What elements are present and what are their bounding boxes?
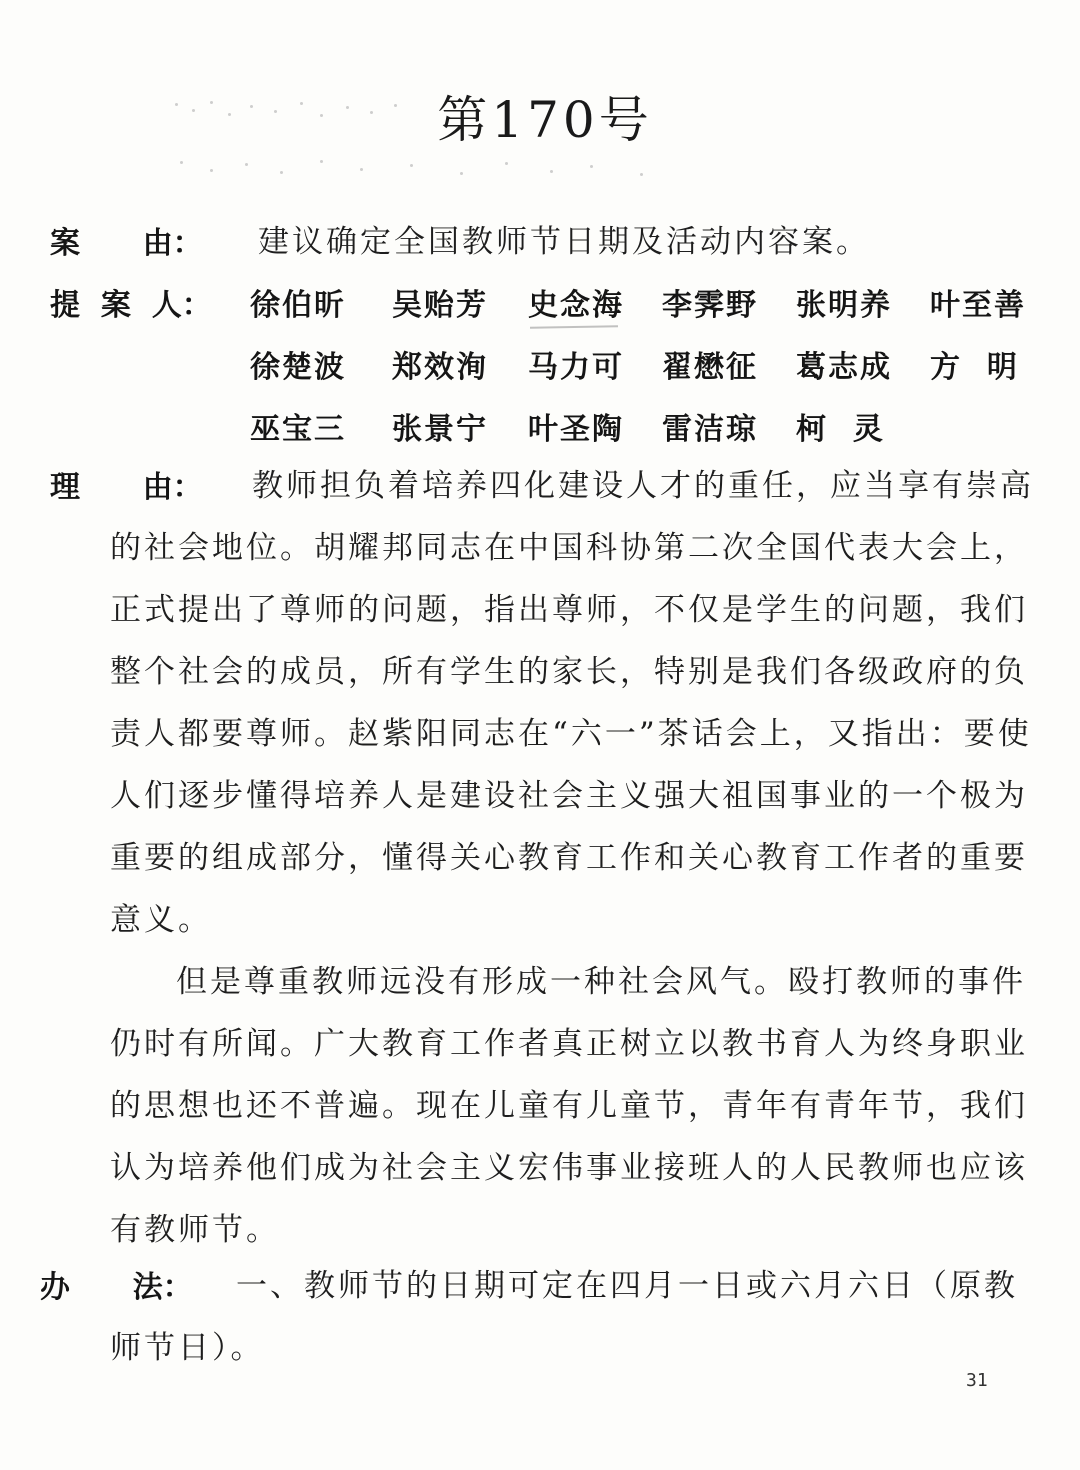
proposer-name: 徐楚波: [250, 350, 346, 385]
proposer-name: 张景宁: [392, 412, 488, 447]
proposers-label: 提 案 人：: [50, 288, 212, 323]
proposer-name: 张明养: [796, 288, 892, 323]
reason-line: 意义。: [110, 902, 212, 938]
proposer-name: 叶至善: [930, 288, 1026, 323]
proposer-name: 巫宝三: [250, 412, 346, 447]
reason-line: 但是尊重教师远没有形成一种社会风气。殴打教师的事件: [176, 964, 1026, 1000]
reason-line: 责人都要尊师。赵紫阳同志在“六一”茶话会上，又指出：要使: [110, 716, 1032, 752]
proposer-name: 柯 灵: [796, 412, 885, 447]
reason-line: 正式提出了尊师的问题，指出尊师，不仅是学生的问题，我们: [110, 592, 1028, 628]
proposer-name: 吴贻芳: [392, 288, 488, 323]
case-text: 建议确定全国教师节日期及活动内容案。: [258, 224, 870, 260]
reason-label: 理 由：: [50, 470, 203, 505]
reason-line: 人们逐步懂得培养人是建设社会主义强大祖国事业的一个极为: [110, 778, 1028, 814]
method-line: 一、教师节的日期可定在四月一日或六月六日（原教: [236, 1268, 1018, 1304]
reason-line: 仍时有所闻。广大教育工作者真正树立以教书育人为终身职业: [110, 1026, 1028, 1062]
proposer-name: 徐伯昕: [250, 288, 346, 323]
method-label: 办 法：: [40, 1270, 193, 1305]
proposer-name: 方 明: [930, 350, 1019, 385]
page-number: 31: [966, 1370, 988, 1391]
reason-line: 重要的组成部分，懂得关心教育工作和关心教育工作者的重要: [110, 840, 1028, 876]
reason-line: 认为培养他们成为社会主义宏伟事业接班人的人民教师也应该: [110, 1150, 1028, 1186]
proposer-name: 李霁野: [662, 288, 758, 323]
proposer-name: 葛志成: [796, 350, 892, 385]
reason-line: 教师担负着培养四化建设人才的重任，应当享有崇高: [252, 468, 1034, 504]
reason-line: 的社会地位。胡耀邦同志在中国科协第二次全国代表大会上，: [110, 530, 1028, 566]
reason-line: 有教师节。: [110, 1212, 280, 1248]
pencil-underline-mark: [530, 325, 618, 329]
proposer-name: 翟懋征: [662, 350, 758, 385]
method-line: 师节日）。: [110, 1330, 265, 1366]
faded-subheader-smudge: [170, 155, 670, 185]
proposer-name: 叶圣陶: [528, 412, 624, 447]
reason-line: 的思想也还不普遍。现在儿童有儿童节，青年有青年节，我们: [110, 1088, 1028, 1124]
reason-line: 整个社会的成员，所有学生的家长，特别是我们各级政府的负: [110, 654, 1028, 690]
proposer-name: 马力可: [528, 350, 624, 385]
proposer-name: 郑效洵: [392, 350, 488, 385]
document-title: 第170号: [437, 91, 653, 149]
case-label: 案 由：: [50, 226, 203, 261]
proposer-name: 雷洁琼: [662, 412, 758, 447]
proposer-name: 史念海: [528, 288, 624, 323]
